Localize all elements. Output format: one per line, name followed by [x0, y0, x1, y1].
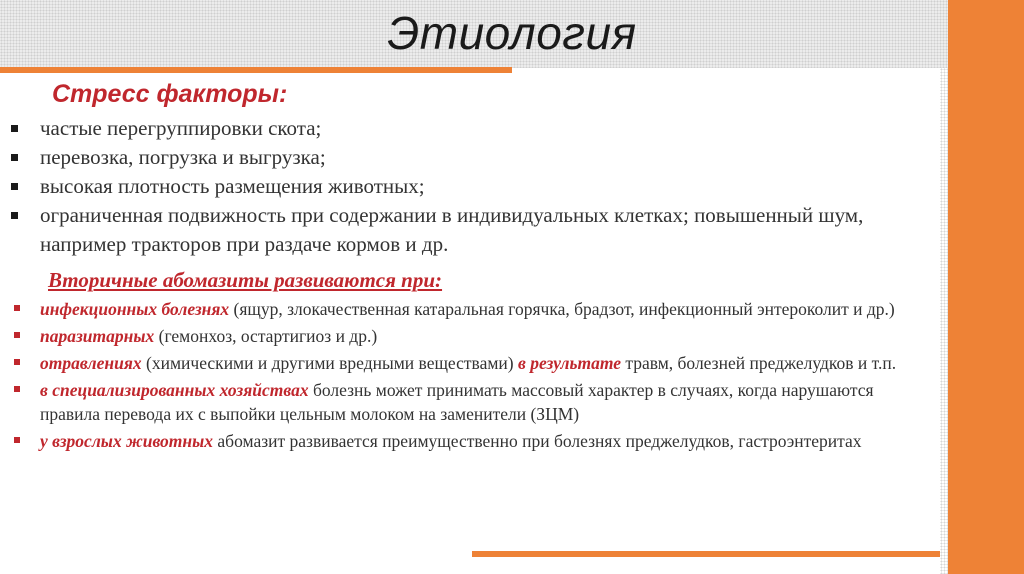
- item-emphasis: отравлениях: [40, 353, 142, 373]
- bullet-icon: [11, 183, 18, 190]
- list-item: перевозка, погрузка и выгрузка;: [0, 143, 900, 172]
- item-text: (ящур, злокачественная катаральная горячка, брадзот, инфекционный энтероколит и др.): [229, 299, 895, 319]
- list-item: [0, 297, 920, 321]
- bullet-icon: [14, 332, 20, 338]
- item-text: травм, болезней преджелудков и т.п.: [620, 353, 897, 373]
- item-emphasis: в специализированных хозяйствах: [40, 380, 309, 400]
- item-emphasis: инфекционных болезнях: [40, 299, 230, 319]
- list-item: частые перегруппировки скота;: [0, 114, 900, 143]
- bullet-icon: [14, 386, 20, 392]
- item-text: (гемонхоз, остартигиоз и др.): [154, 326, 378, 346]
- right-bar-pattern: [940, 68, 948, 574]
- list-item: [0, 351, 920, 375]
- secondary-list: [0, 297, 920, 456]
- item-emphasis: паразитарных: [40, 326, 155, 346]
- bullet-icon: [11, 125, 18, 132]
- item-emphasis: в результате: [518, 353, 621, 373]
- item-text: абомазит развивается преимущественно при болезнях преджелудков, гастроэнтеритах: [213, 431, 862, 451]
- bullet-icon: [11, 212, 18, 219]
- bullet-icon: [14, 437, 20, 443]
- bullet-icon: [11, 154, 18, 161]
- item-emphasis: у взрослых животных: [40, 431, 214, 451]
- list-item: [0, 378, 920, 426]
- slide-title: Этиология: [387, 7, 637, 59]
- item-text: (химическими и другими вредными веществами): [141, 353, 518, 373]
- list-item: ограниченная подвижность при содержании в индивидуальных клетках; повышенный шум, например тракторов при раздаче кормов и др.: [0, 201, 900, 259]
- secondary-heading: Вторичные абомазиты развиваются при:: [48, 268, 443, 292]
- title-underline: [0, 67, 512, 73]
- list-item: [0, 324, 920, 348]
- item-text: болезнь может принимать массовый характер в случаях, когда нарушаются правила перевода их с выпойки цельным молоком на заменители (ЗЦМ): [40, 380, 874, 424]
- bullet-icon: [14, 305, 20, 311]
- list-item: [0, 429, 920, 453]
- list-item: высокая плотность размещения животных;: [0, 172, 900, 201]
- bullet-icon: [14, 359, 20, 365]
- bottom-rule: [472, 551, 940, 557]
- stress-heading: Стресс факторы:: [52, 80, 288, 108]
- stress-list: [0, 114, 900, 259]
- right-accent-bar: [948, 0, 1024, 574]
